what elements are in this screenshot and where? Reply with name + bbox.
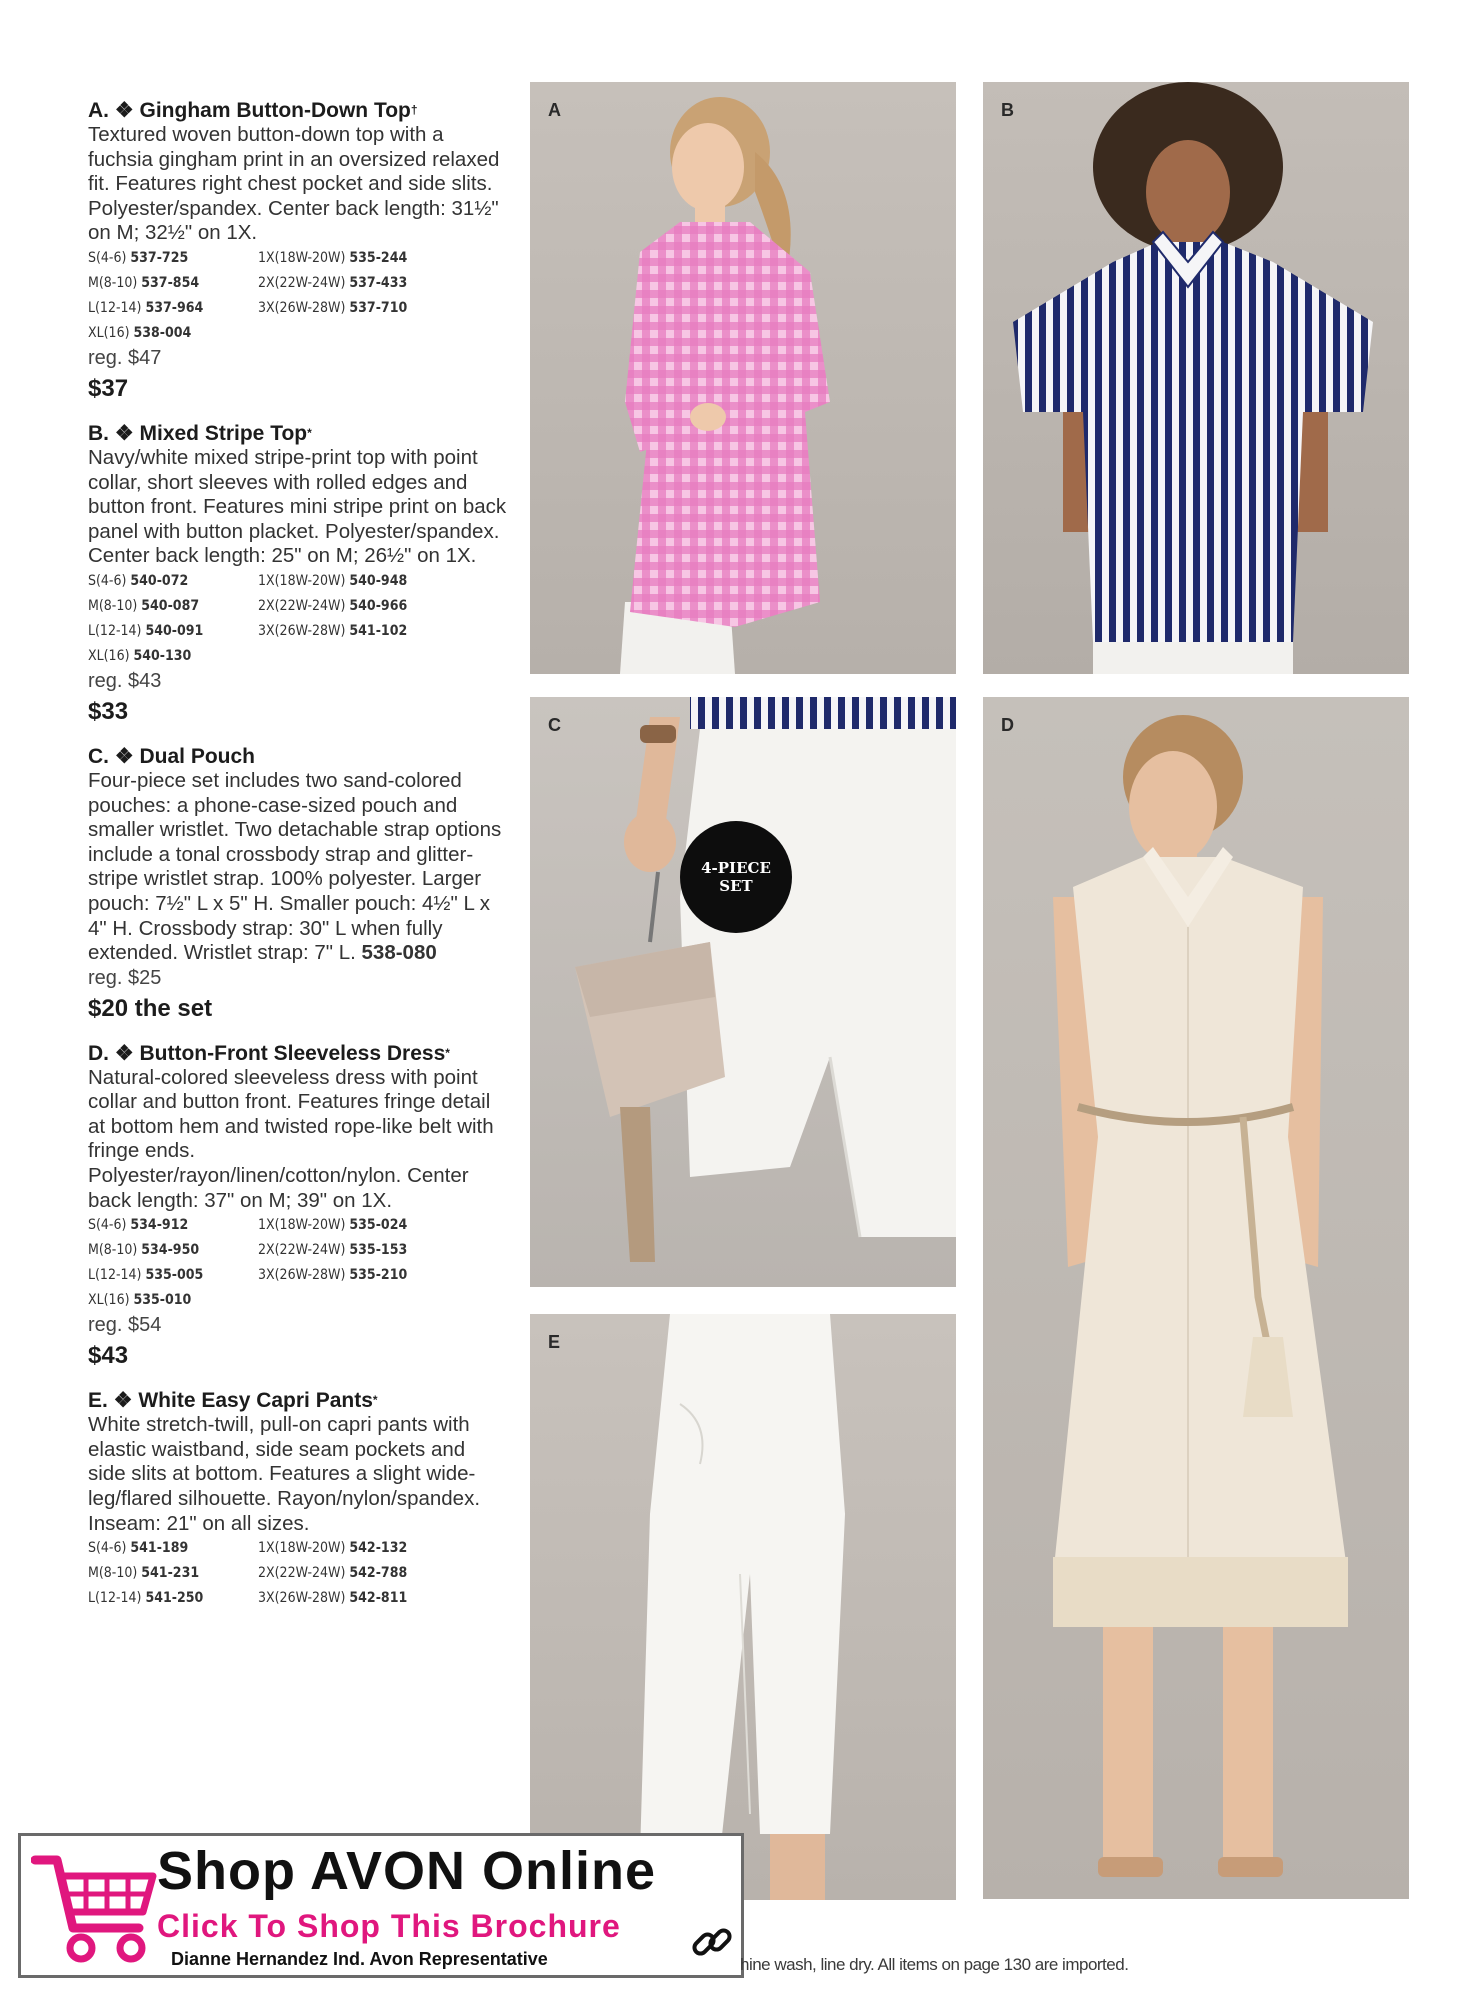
size-code: M(8-10) 537-854 [88, 274, 200, 291]
capri-pants-illustration [530, 1314, 956, 1900]
photo-stripe-top[interactable] [983, 82, 1409, 674]
size-code: S(4-6) 534-912 [88, 1217, 189, 1234]
four-piece-set-badge: 4-PIECE SET [680, 821, 792, 933]
product-d [88, 1041, 508, 1375]
photo-dual-pouch[interactable] [530, 697, 956, 1287]
product-b [88, 421, 508, 730]
product-descriptions [88, 98, 508, 1625]
size-code: 3X(26W-28W) 537-710 [258, 299, 408, 316]
size-code: L(12-14) 541-250 [88, 1590, 204, 1607]
photo-sleeveless-dress[interactable] [983, 697, 1409, 1899]
photo-letter: A [548, 100, 561, 120]
product-title: E. ❖ White Easy Capri Pants* [88, 1389, 378, 1413]
size-codes [88, 1213, 508, 1313]
size-code: M(8-10) 534-950 [88, 1242, 200, 1259]
size-code: 1X(18W-20W) 535-244 [258, 249, 408, 266]
photo-letter: B [1001, 100, 1014, 120]
dress-illustration [983, 697, 1409, 1899]
size-code: 1X(18W-20W) 535-024 [258, 1217, 408, 1234]
size-code: L(12-14) 537-964 [88, 299, 204, 316]
size-code: 1X(18W-20W) 540-948 [258, 572, 408, 589]
size-code: M(8-10) 541-231 [88, 1565, 200, 1582]
size-code: S(4-6) 540-072 [88, 572, 189, 589]
size-code: S(4-6) 541-189 [88, 1540, 189, 1557]
product-title: B. ❖ Mixed Stripe Top* [88, 421, 312, 445]
size-code: S(4-6) 537-725 [88, 249, 189, 266]
product-title: A. ❖ Gingham Button-Down Top† [88, 99, 418, 122]
size-code: 3X(26W-28W) 535-210 [258, 1267, 408, 1284]
product-description: Textured woven button-down top with a fuchsia gingham print in an oversized relaxed fit. Features right chest pocket and side slits. Polyester/spandex. Center back length: 31½" on M; 32½" on 1X. [88, 123, 500, 245]
dual-pouch-illustration [530, 697, 956, 1287]
size-code: 2X(22W-24W) 542-788 [258, 1565, 408, 1582]
size-codes [88, 246, 508, 346]
size-codes [88, 1536, 508, 1611]
photo-letter: C [548, 715, 561, 735]
sale-price: $43 [88, 1342, 129, 1370]
shop-avon-banner[interactable] [18, 1833, 744, 1978]
banner-title: Shop AVON Online [157, 1841, 656, 1901]
size-code: 2X(22W-24W) 535-153 [258, 1242, 408, 1259]
size-code: 2X(22W-24W) 537-433 [258, 274, 408, 291]
link-icon[interactable] [688, 1918, 736, 1966]
size-code: XL(16) 535-010 [88, 1292, 192, 1309]
product-title: D. ❖ Button-Front Sleeveless Dress* [88, 1041, 450, 1065]
sale-price: $33 [88, 697, 129, 725]
regular-price: reg. $25 [88, 966, 162, 989]
title-mark: * [372, 1393, 378, 1408]
size-codes [88, 569, 508, 669]
size-code: 3X(26W-28W) 542-811 [258, 1590, 408, 1607]
photo-letter: E [548, 1332, 561, 1352]
size-code: M(8-10) 540-087 [88, 597, 200, 614]
product-description: Navy/white mixed stripe-print top with point collar, short sleeves with rolled edges and button front. Features mini stripe print on back panel with button placket. Polyester/spandex. Center back length: 25" on M; 26½" on 1X. [88, 445, 507, 568]
size-code: 3X(26W-28W) 541-102 [258, 622, 408, 639]
size-code: L(12-14) 540-091 [88, 622, 204, 639]
title-mark: † [410, 103, 418, 117]
care-footnote: hine wash, line dry. All items on page 130 are imported. [740, 1955, 1129, 1974]
photo-gingham-top[interactable] [530, 82, 956, 674]
product-e [88, 1388, 508, 1611]
photo-capri-pants[interactable] [530, 1314, 956, 1900]
photo-letter: D [1001, 715, 1014, 735]
size-code: 1X(18W-20W) 542-132 [258, 1540, 408, 1557]
size-code: 2X(22W-24W) 540-966 [258, 597, 408, 614]
regular-price: reg. $54 [88, 1314, 162, 1337]
product-description: Natural-colored sleeveless dress with point collar and button front. Features fringe detail at bottom hem and twisted rope-like belt with fringe ends. Polyester/rayon/linen/cotton/nylon. Center back length: 37" on M; 39" on 1X. [88, 1065, 494, 1212]
size-code: L(12-14) 535-005 [88, 1267, 204, 1284]
size-code: XL(16) 540-130 [88, 647, 192, 664]
product-c [88, 744, 508, 1027]
product-title: C. ❖ Dual Pouch [88, 744, 256, 768]
product-description: Four-piece set includes two sand-colored pouches: a phone-case-sized pouch and smaller wristlet. Two detachable strap options include a tonal crossbody strap and glitter-stripe wristlet strap. 100% polyester. Larger pouch: 7½" L x 5" H. Smaller pouch: 4½" L x 4" H. Crossbody strap: 30" L when fully extended. Wristlet strap: 7" L. 538-080 [88, 768, 502, 965]
stripe-top-illustration [983, 82, 1409, 674]
regular-price: reg. $43 [88, 669, 162, 692]
title-mark: * [445, 1045, 450, 1060]
shop-brochure-link[interactable]: Click To Shop This Brochure [157, 1908, 621, 1944]
representative-name: Dianne Hernandez Ind. Avon Representative [171, 1949, 548, 1969]
product-description: White stretch-twill, pull-on capri pants with elastic waistband, side seam pockets and side slits at bottom. Features a slight wide-leg/flared silhouette. Rayon/nylon/spandex. Inseam: 21" on all sizes. [88, 1413, 481, 1535]
size-code: XL(16) 538-004 [88, 324, 192, 341]
item-code: 538-080 [361, 941, 437, 965]
regular-price: reg. $47 [88, 346, 162, 369]
sale-price: $20 the set [88, 994, 213, 1022]
shopping-cart-icon [31, 1850, 161, 1968]
gingham-top-illustration [530, 82, 956, 674]
sale-price: $37 [88, 374, 129, 402]
product-a [88, 98, 508, 407]
title-mark: * [307, 425, 312, 440]
